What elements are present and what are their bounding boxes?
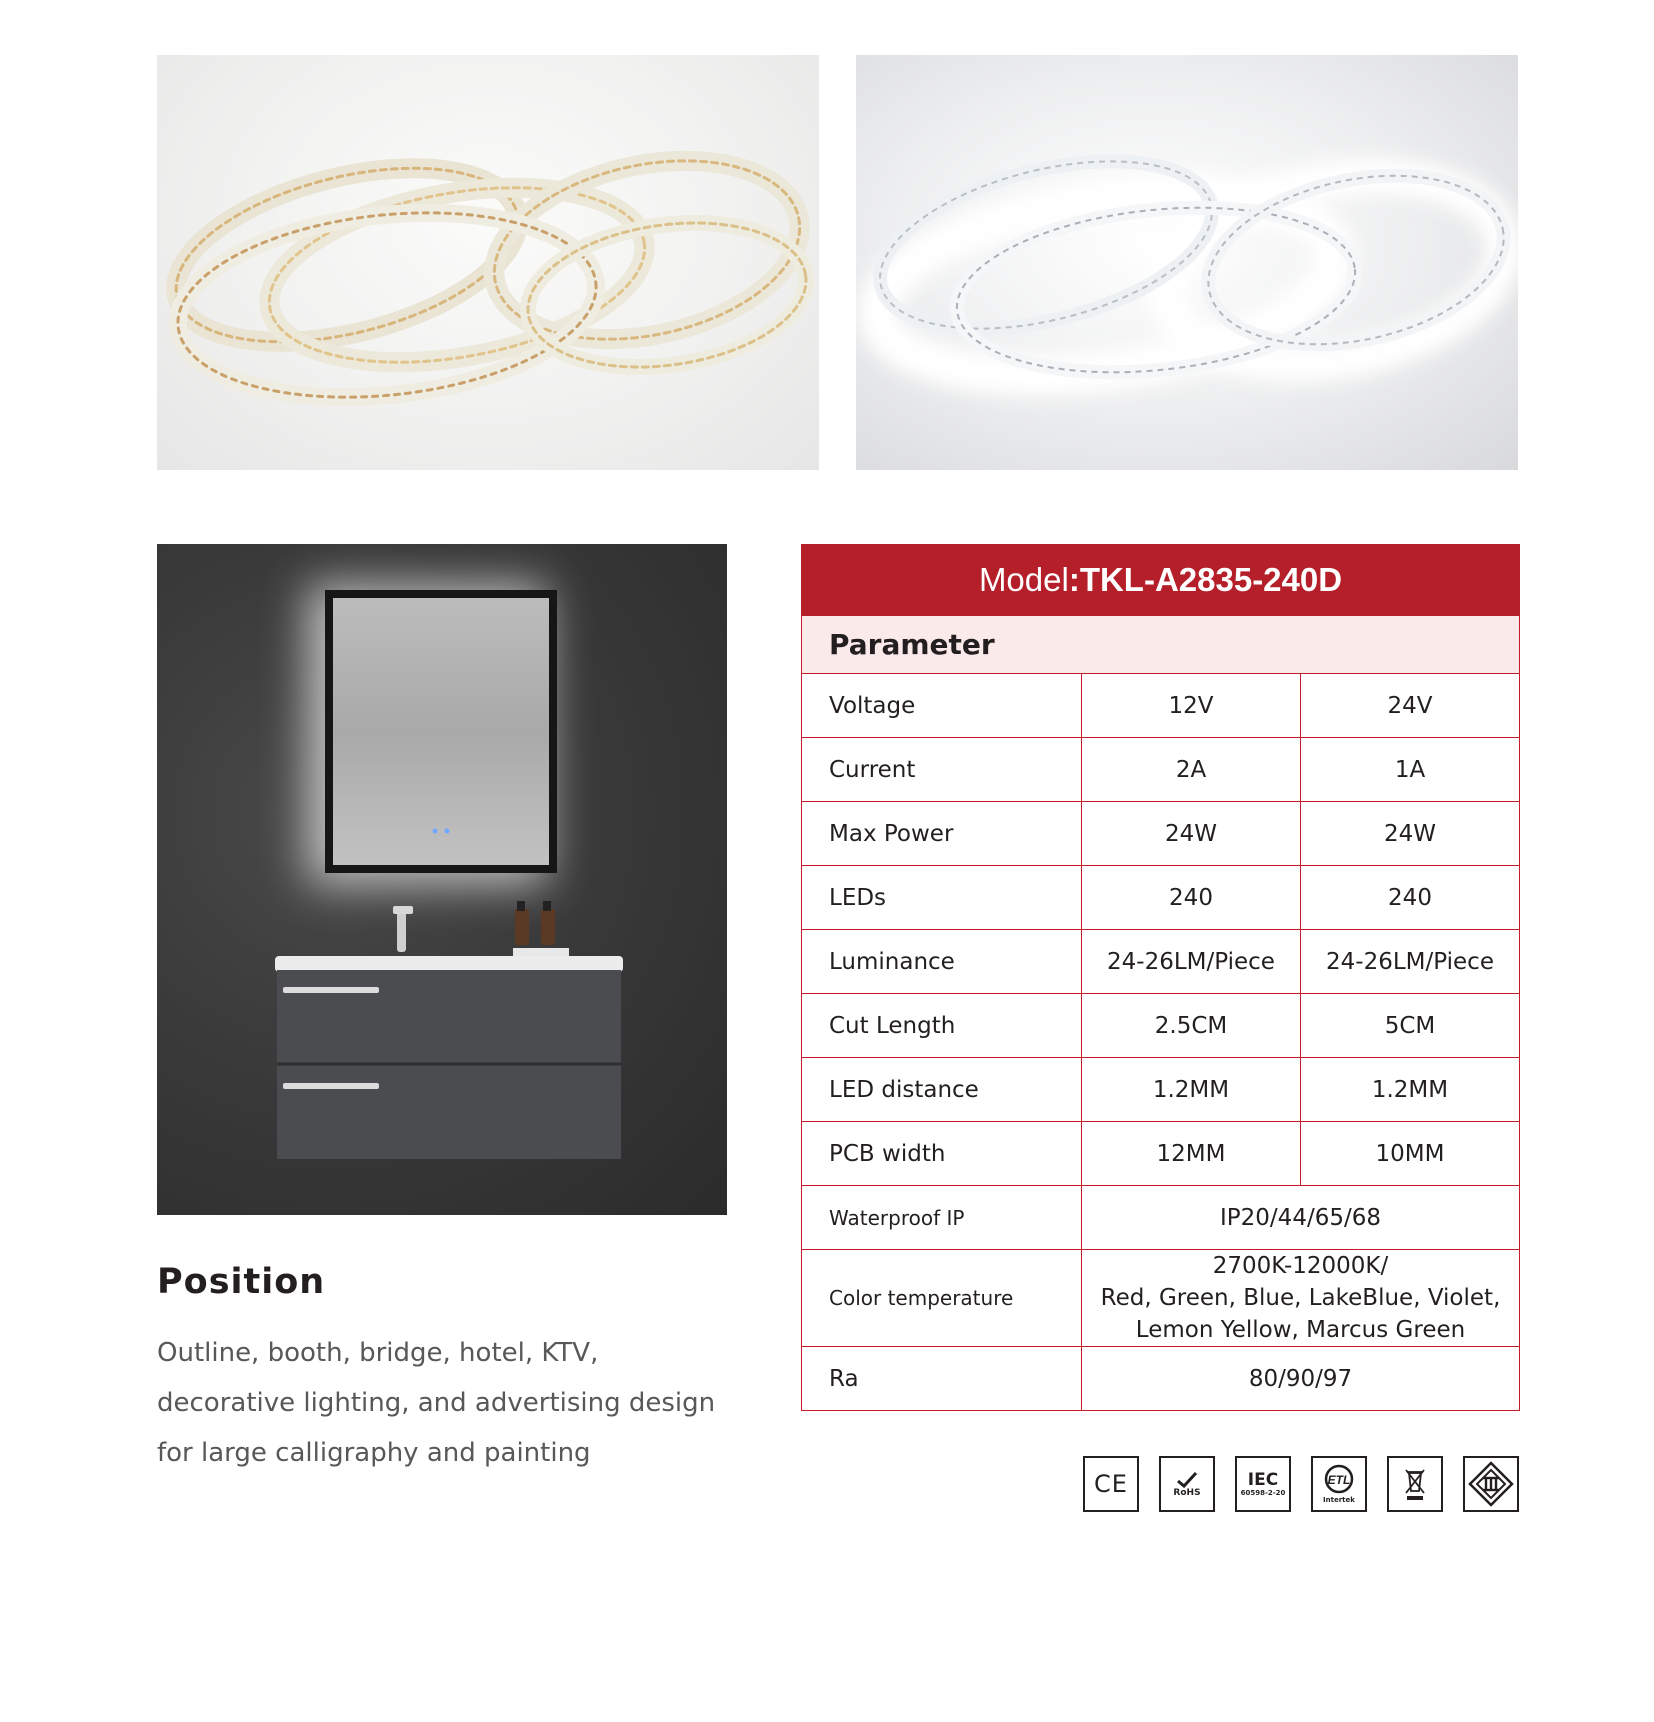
table-row (802, 674, 1520, 738)
color-temperature-line: Red, Green, Blue, LakeBlue, Violet, (1100, 1285, 1501, 1311)
table-row (802, 1058, 1520, 1122)
spec-table (801, 544, 1520, 1411)
color-temperature-row (802, 1250, 1520, 1347)
value-12v: 12V (1082, 674, 1301, 738)
value-12v: 1.2MM (1082, 1058, 1301, 1122)
value-24v: 24-26LM/Piece (1301, 930, 1520, 994)
etl-intertek-icon (1311, 1456, 1367, 1512)
color-temperature-line: Lemon Yellow, Marcus Green (1135, 1317, 1466, 1343)
waterproof-row (802, 1186, 1520, 1250)
model-row (802, 545, 1520, 616)
etl-listed-mark-icon (1322, 1464, 1356, 1496)
model-number: :TKL-A2835-240D (1068, 561, 1343, 598)
row-label: Ra (802, 1347, 1082, 1411)
class-iii-diamond-icon (1467, 1460, 1515, 1508)
led-strip-coils-graphic (157, 55, 819, 470)
value-12v: 2.5CM (1082, 994, 1301, 1058)
color-temperature-value (1082, 1250, 1520, 1347)
color-temperature-line: 2700K-12000K/ (1212, 1253, 1389, 1279)
backlit-mirror-vanity-graphic (157, 544, 727, 1215)
parameter-heading: Parameter (802, 616, 1520, 674)
iec-label: IEC (1247, 1469, 1279, 1490)
value-12v: 240 (1082, 866, 1301, 930)
parameter-row (802, 616, 1520, 674)
led-strip-warm-photo (157, 55, 819, 470)
table-row (802, 930, 1520, 994)
led-strip-glow-graphic (856, 55, 1518, 470)
value-12v: 12MM (1082, 1122, 1301, 1186)
row-label: PCB width (802, 1122, 1082, 1186)
row-label: Waterproof IP (802, 1186, 1082, 1250)
row-label: Voltage (802, 674, 1082, 738)
intertek-label: Intertek (1323, 1495, 1355, 1504)
row-label: LEDs (802, 866, 1082, 930)
row-label: Cut Length (802, 994, 1082, 1058)
value-24v: 5CM (1301, 994, 1520, 1058)
crossed-bin-icon (1403, 1467, 1427, 1501)
value-24v: 1A (1301, 738, 1520, 802)
led-strip-lit-photo (856, 55, 1518, 470)
value-24v: 24W (1301, 802, 1520, 866)
value-24v: 240 (1301, 866, 1520, 930)
position-description: Outline, booth, bridge, hotel, KTV, decorative lighting, and advertising design for large calligraphy and painting (157, 1338, 716, 1468)
value-24v: 24V (1301, 674, 1520, 738)
ra-value: 80/90/97 (1082, 1347, 1520, 1411)
checkmark-icon (1176, 1471, 1198, 1489)
iec-icon (1235, 1456, 1291, 1512)
row-label: Color temperature (802, 1250, 1082, 1347)
row-label: LED distance (802, 1058, 1082, 1122)
row-label: Luminance (802, 930, 1082, 994)
model-prefix: Model (978, 561, 1069, 598)
rohs-label: RoHS (1173, 1487, 1201, 1498)
row-label: Max Power (802, 802, 1082, 866)
value-24v: 10MM (1301, 1122, 1520, 1186)
bathroom-mirror-photo (157, 544, 727, 1215)
rohs-icon (1159, 1456, 1215, 1512)
table-row (802, 866, 1520, 930)
table-row (802, 738, 1520, 802)
waterproof-value: IP20/44/65/68 (1082, 1186, 1520, 1250)
certification-icons (1083, 1456, 1519, 1516)
ce-mark-icon (1083, 1456, 1139, 1512)
model-title (802, 545, 1520, 616)
value-12v: 24W (1082, 802, 1301, 866)
table-row (802, 802, 1520, 866)
iec-standard-label: 60598-2-20 (1240, 1488, 1286, 1497)
svg-text:ETL: ETL (1327, 1472, 1351, 1487)
table-row (802, 994, 1520, 1058)
table-row (802, 1122, 1520, 1186)
value-24v: 1.2MM (1301, 1058, 1520, 1122)
ra-row (802, 1347, 1520, 1411)
value-12v: 2A (1082, 738, 1301, 802)
class-iii-icon (1463, 1456, 1519, 1512)
value-12v: 24-26LM/Piece (1082, 930, 1301, 994)
position-heading: Position (157, 1262, 326, 1302)
weee-bin-icon (1387, 1456, 1443, 1512)
row-label: Current (802, 738, 1082, 802)
ce-label: CE (1094, 1470, 1128, 1498)
